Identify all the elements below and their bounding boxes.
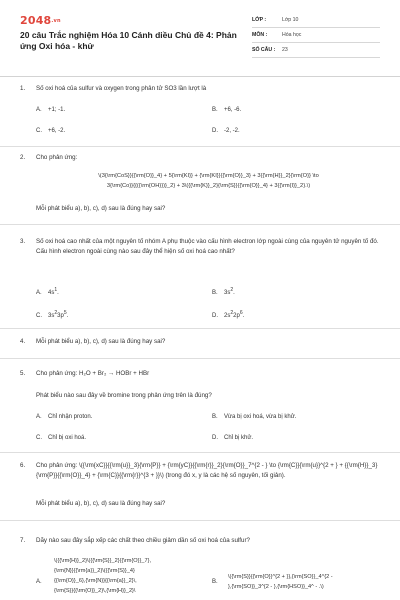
question-number: 5. (20, 370, 26, 377)
question-3 (20, 237, 380, 256)
superscript: 2 (54, 310, 58, 316)
question-1 (20, 84, 380, 94)
option-b-text[interactable] (228, 572, 383, 592)
option-a[interactable] (36, 578, 52, 587)
question-text: Số oxi hoá của sulfur và oxygen trong phân tử SO3 lần lượt là (36, 85, 207, 92)
option-letter: A. (36, 414, 42, 420)
option-letter: A. (36, 107, 42, 113)
option-b[interactable] (212, 413, 296, 422)
option-c[interactable] (36, 309, 68, 321)
question-divider (0, 224, 400, 225)
question-4 (20, 337, 380, 347)
option-letter: C. (36, 128, 42, 134)
option-a[interactable] (36, 106, 65, 115)
question-5-prompt (20, 391, 380, 401)
option-text: 3s (48, 313, 55, 319)
question-text: Cho phản ứng: \({\rm{xC}}{{\rm{u}}_3}{\rm{P}} + {\rm{yC}}{{\rm{r}}_2}{\rm{O}}_7^{2 - } \to {\rm{C}}{\rm{u}}^{2 + } + {{\rm{H}}_3}{\rm{P}}{{\rm{O}}_4} + {\rm{C}}{{\rm{r}}^{3 + }}\) (trong đó x, y là các hệ số nguyên, tối giản). (36, 462, 378, 479)
meta-key: MÔN : (252, 32, 268, 38)
logo-suffix: .vn (51, 18, 61, 24)
question-divider (0, 452, 400, 453)
option-line: },{\rm{SO}}_3^{2 - },{\rm{HSO}}_4^ - .\) (228, 584, 324, 590)
question-number: 4. (20, 338, 26, 345)
meta-value: Lớp 10 (282, 17, 299, 23)
question-number: 2. (20, 154, 26, 161)
option-a[interactable] (36, 286, 59, 298)
option-letter: B. (212, 579, 218, 585)
option-line: \({\rm{S}}{{\rm{O}}^{2 + }},{\rm{SO}}_4^{2 - (228, 574, 333, 580)
question-followup: Phát biểu nào sau đây về bromine trong phản ứng trên là đúng? (36, 392, 212, 399)
meta-key: SỐ CÂU : (252, 47, 276, 53)
option-letter: C. (36, 435, 42, 441)
option-line: {{\rm{O}}_6},{\rm{N}}{{\rm{a}}_2}\, (54, 578, 137, 584)
option-text: Chỉ nhận proton. (48, 414, 93, 420)
question-text: Cho phản ứng: H₂O + Br₂ → HOBr + HBr (36, 370, 150, 377)
question-divider (0, 358, 400, 359)
meta-key: LỚP : (252, 17, 267, 23)
header-divider (0, 76, 400, 77)
option-tail: . (66, 313, 69, 319)
option-letter: A. (36, 290, 42, 296)
option-letter: C. (36, 313, 42, 319)
option-a-text[interactable] (54, 556, 204, 596)
question-2 (20, 153, 380, 163)
option-d[interactable] (212, 309, 244, 321)
superscript: 2 (230, 287, 234, 293)
option-line: {\rm{N}}{{\rm{a}}_2}\({{\rm{S}}_4} (54, 568, 135, 574)
option-text: Chỉ bị oxi hoá. (48, 435, 87, 441)
option-b[interactable] (212, 106, 241, 115)
option-letter: D. (212, 313, 218, 319)
option-letter: D. (212, 435, 218, 441)
question-divider (0, 146, 400, 147)
option-text: +6, -6. (224, 107, 242, 113)
option-letter: B. (212, 107, 218, 113)
option-text: Vừa bị oxi hoá, vừa bị khử. (224, 414, 297, 420)
option-d[interactable] (212, 127, 240, 136)
question-number: 7. (20, 537, 26, 544)
question-followup: Mỗi phát biểu a), b), c), d) sau là đúng hay sai? (36, 500, 166, 507)
meta-value: Hóa học (282, 32, 302, 38)
question-text: Mỗi phát biểu a), b), c), d) sau là đúng hay sai? (36, 338, 166, 345)
question-6-prompt (20, 499, 380, 509)
question-6 (20, 461, 380, 480)
superscript: 2 (230, 310, 234, 316)
option-letter: D. (212, 128, 218, 134)
superscript: 5 (63, 310, 67, 316)
question-number: 1. (20, 85, 26, 92)
option-c[interactable] (36, 127, 65, 136)
meta-table (252, 13, 380, 58)
option-text: +6, -2. (48, 128, 66, 134)
option-c[interactable] (36, 434, 86, 443)
question-text: Cho phản ứng: (36, 154, 78, 161)
option-line: {\rm{S}}{{\rm{O}}_2}\,{\rm{H}}_2}\ (54, 588, 136, 594)
option-a[interactable] (36, 413, 92, 422)
question-2-prompt (20, 204, 380, 214)
option-tail: . (57, 290, 59, 296)
question-text: Số oxi hoá cao nhất của một nguyên tố nhóm A phụ thuộc vào cấu hình electron lớp ngoài cùng của nguyên tử nguyên tố đó. Cấu hình electron ngoài cùng nào sau đây thể hiện số oxi hoá cao nhất? (36, 238, 379, 255)
superscript: 1 (54, 287, 58, 293)
option-letter: A. (36, 579, 42, 585)
question-followup: Mỗi phát biểu a), b), c), d) sau là đúng hay sai? (36, 205, 166, 212)
reaction-equation-line-2: 3{\rm{Co}}{{({\rm{OH}})}_2} + 3\({{\rm{K}}_2}{\rm{S}}{{\rm{O}}_4} + 3{{\rm{I}}_2}.\) (106, 183, 311, 189)
meta-row-count (252, 43, 380, 58)
question-divider (0, 328, 400, 329)
option-b[interactable] (212, 578, 228, 587)
option-b[interactable] (212, 286, 235, 298)
option-text: Chỉ bị khử. (224, 435, 254, 441)
option-text: +1; -1. (48, 107, 66, 113)
option-text-2: 2p (233, 313, 240, 319)
page-title: 20 câu Trắc nghiệm Hóa 10 Cánh diều Chủ đề 4: Phản ứng Oxi hóa - khử (20, 30, 237, 51)
meta-value: 23 (282, 47, 288, 53)
question-divider (0, 520, 400, 521)
option-text: 4s (48, 290, 55, 296)
meta-row-class (252, 13, 380, 28)
site-logo[interactable] (20, 14, 61, 27)
meta-row-subject (252, 28, 380, 43)
option-text: 3s (224, 290, 231, 296)
question-text: Dãy nào sau đây sắp xếp các chất theo chiều giảm dần số oxi hoá của sulfur? (36, 537, 250, 544)
option-d[interactable] (212, 434, 253, 443)
question-7 (20, 536, 380, 546)
option-text-2: 3p (57, 313, 64, 319)
question-5 (20, 369, 380, 379)
option-text: 2s (224, 313, 231, 319)
question-number: 3. (20, 238, 26, 245)
reaction-equation-line-1: \(3{\rm{CoS}}{{\rm{O}}_4} + 5{\rm{KI}} + {\rm{KI}}{{\rm{O}}_3} + 3{{\rm{H}}_2}{\rm{O}} \to (98, 173, 319, 179)
header (0, 0, 400, 68)
option-line: \({{\rm{H}}_2}\({{\rm{S}}_2}{{\rm{O}}_7}, (54, 558, 152, 564)
logo-text: 2048 (20, 14, 52, 27)
option-tail: . (242, 313, 245, 319)
question-number: 6. (20, 462, 26, 469)
option-text: -2, -2. (224, 128, 240, 134)
option-letter: B. (212, 414, 218, 420)
option-tail: . (233, 290, 235, 296)
option-letter: B. (212, 290, 218, 296)
superscript: 6 (239, 310, 243, 316)
